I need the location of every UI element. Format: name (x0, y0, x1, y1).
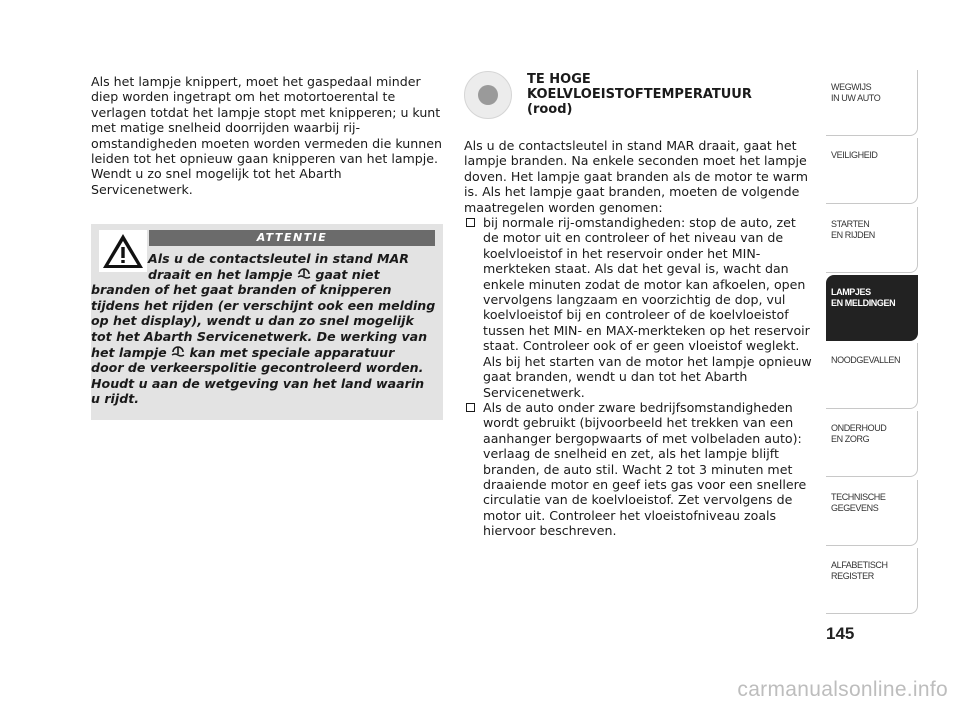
tab-veiligheid[interactable] (826, 138, 918, 204)
section-title-line: TE HOGE (527, 72, 591, 87)
tab-label: ONDERHOUD EN ZORG (831, 423, 887, 445)
checkbox-bullet-icon (466, 218, 475, 227)
section-title-line: (rood) (527, 102, 573, 117)
tab-label: STARTEN EN RIJDEN (831, 218, 875, 240)
section-intro: Als u de contactsleutel in stand MAR draait, gaat het lampje branden. Na enkele seconden moet het lampje doven. Het lampje gaat branden als de motor te warm is. Als het lampje gaat branden, moeten de volgende maatregelen worden genomen: (464, 138, 808, 215)
warning-line: tijdens het rijden (er verschijnt ook een melding (91, 297, 436, 313)
tab-noodgevallen[interactable] (826, 343, 918, 409)
warning-text (91, 251, 436, 407)
warning-line (91, 267, 431, 283)
tab-label: LAMPJES EN MELDINGEN (831, 286, 896, 308)
coolant-temperature-icon (171, 346, 185, 358)
watermark: carmanualsonline.info (737, 678, 948, 701)
list-item (464, 400, 814, 539)
warning-line: branden of het gaat branden of knipperen (91, 282, 392, 298)
left-paragraph: Als het lampje knippert, moet het gaspedaal minder diep worden ingetrapt om het motortoerental te verlagen totdat het lampje stopt met knipperen; u kunt met matige snelheid doorrijden waarbij rij-omstandigheden moeten worden vermeden die kunnen leiden tot het opnieuw gaan knipperen van het lampje. Wendt u zo snel mogelijk tot het Abarth Servicenetwerk. (91, 74, 442, 197)
section-body (464, 138, 814, 539)
chapter-tabs (826, 70, 918, 616)
warning-line: Houdt u aan de wetgeving van het land waarin (91, 375, 425, 391)
tab-register[interactable] (826, 548, 918, 614)
warning-line-part: kan met speciale apparatuur (189, 344, 395, 360)
checkbox-bullet-icon (466, 403, 475, 412)
tab-label: NOODGEVALLEN (831, 355, 901, 366)
section-title (527, 72, 797, 117)
coolant-temperature-icon (297, 268, 311, 280)
warning-line-part: gaat niet (315, 266, 380, 282)
list-item-text: Als de auto onder zware bedrijfsomstandigheden wordt gebruikt (bijvoorbeeld het trekken van een aanhanger bergopwaarts of met volbeladen auto): verlaag de snelheid en zet, als het lampje blijft branden, de auto stil. Wacht 2 tot 3 minuten met draaiende motor en geef iets gas voor een snellere circulatie van de koelvloeistof. Zet vervolgens de motor uit. Controleer het vloeistofniveau zoals hiervoor beschreven. (483, 399, 807, 539)
list-item (464, 215, 814, 400)
section-title-line: KOELVLOEISTOFTEMPERATUUR (527, 87, 752, 102)
tab-starten[interactable] (826, 207, 918, 273)
warning-line: u rijdt. (91, 391, 140, 407)
list-item-text: bij normale rij-omstandigheden: stop de auto, zet de motor uit en controleer of het niveau van de koelvloeistof in het reservoir onder het MIN-merkteken staat. Als dat het geval is, wacht dan enkele minuten zodat de motor kan afkoelen, open vervolgens langzaam en voorzichtig de dop, vul koelvloeistof bij en controleer of de koelvloeistof tussen het MIN- en MAX-merkteken op het reservoir staat. Controleer ook of er geen vloeistof weglekt. Als bij het starten van de motor het lampje opnieuw gaat branden, wendt u dan tot het Abarth Servicenetwerk. (483, 215, 812, 400)
tab-onderhoud[interactable] (826, 411, 918, 477)
warning-line-part: het lampje (91, 344, 167, 360)
warning-line: Als u de contactsleutel in stand MAR (148, 251, 409, 266)
tab-wegwijs[interactable] (826, 70, 918, 136)
tab-label: WEGWIJS IN UW AUTO (831, 82, 881, 103)
tab-label: TECHNISCHE GEGEVENS (831, 491, 886, 513)
warning-line: op het display), wendt u dan zo snel mogelijk (91, 313, 414, 329)
tab-technische[interactable] (826, 480, 918, 546)
tab-lampjes[interactable] (826, 275, 918, 341)
tab-label: VEILIGHEID (831, 150, 878, 161)
attention-heading: ATTENTIE (149, 230, 435, 246)
warning-line: door de verkeerspolitie gecontroleerd worden. (91, 360, 424, 376)
page-number: 145 (826, 624, 855, 643)
indicator-lamp-icon (464, 71, 512, 119)
warning-box (91, 224, 443, 420)
warning-line: tot het Abarth Servicenetwerk. De werking van (91, 328, 428, 344)
warning-line (91, 345, 431, 361)
tab-label: ALFABETISCH REGISTER (831, 560, 888, 582)
warning-line-part: draait en het lampje (148, 266, 293, 282)
